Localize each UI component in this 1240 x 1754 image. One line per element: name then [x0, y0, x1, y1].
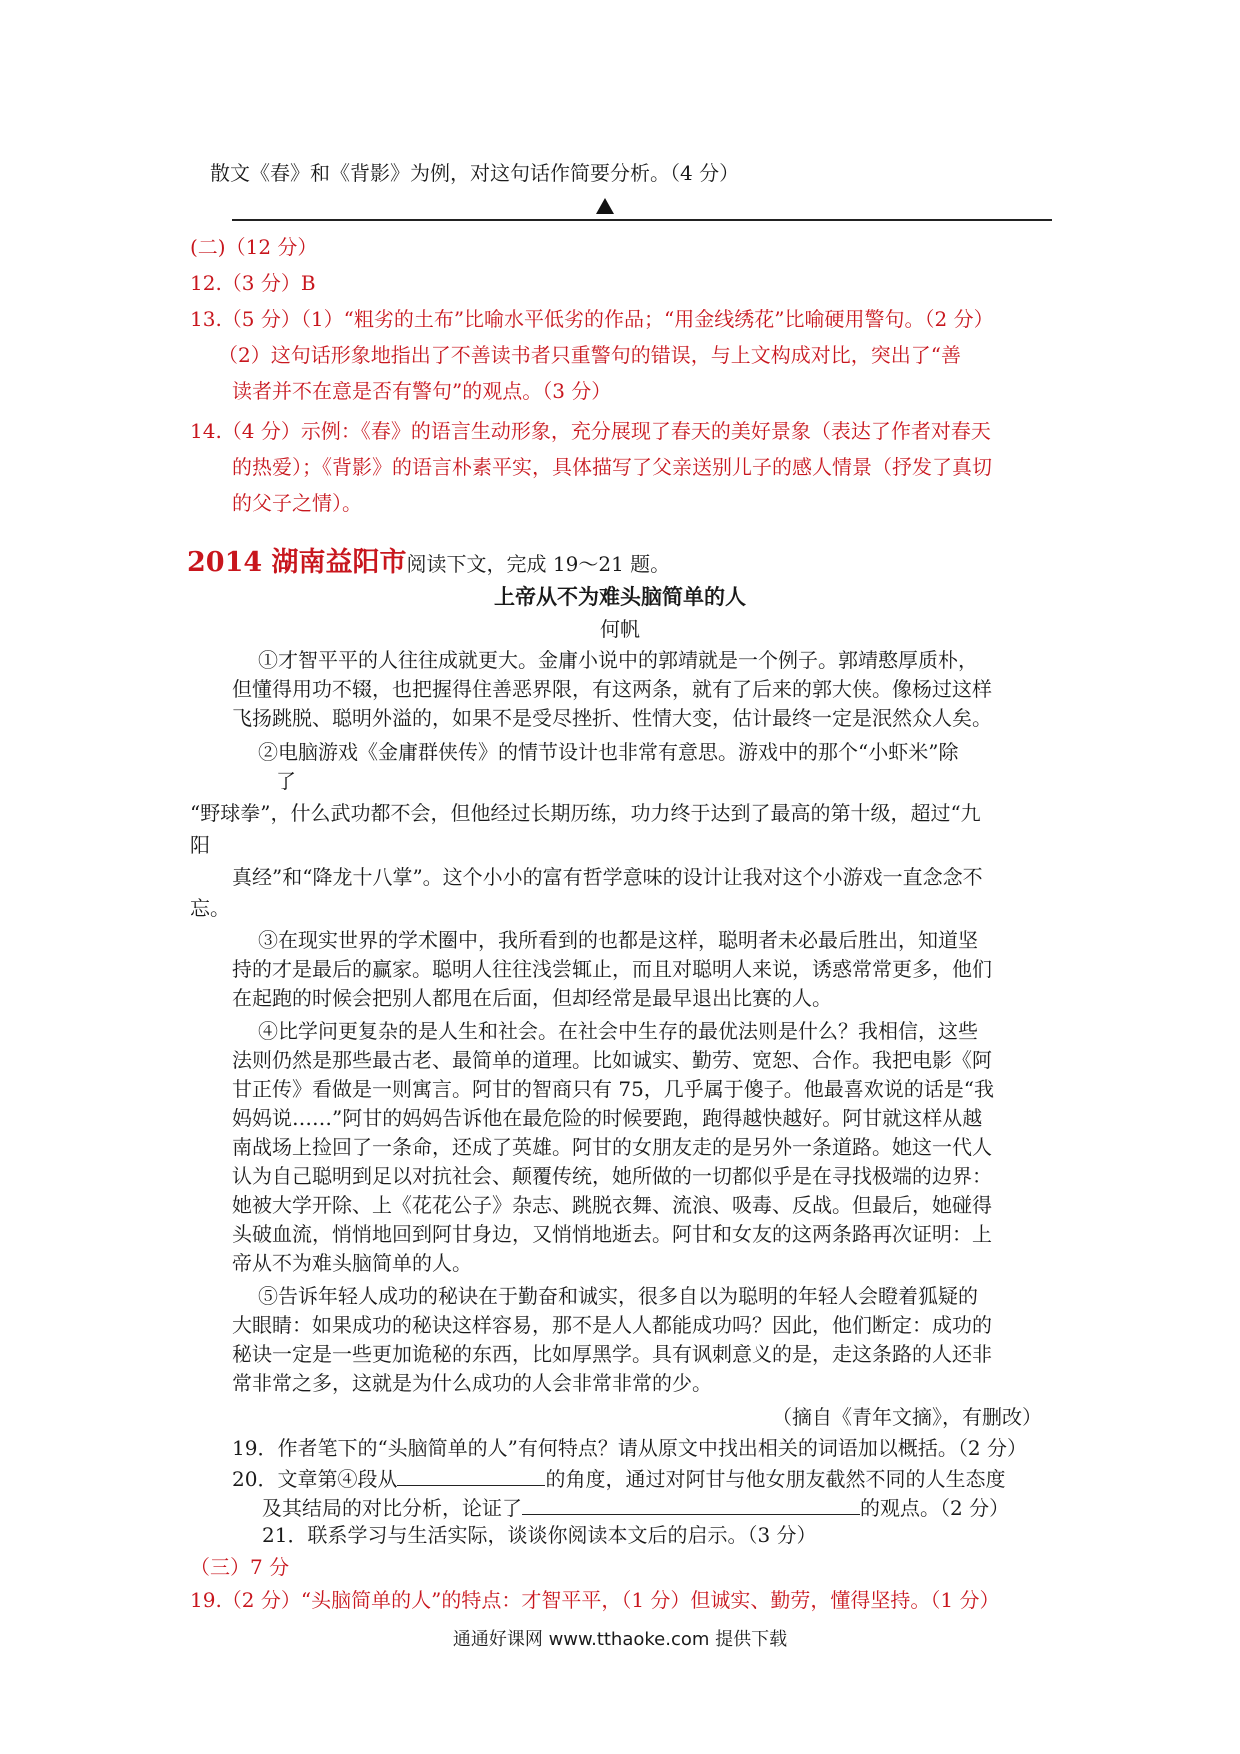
article-author: 何帆	[600, 617, 640, 641]
paragraph-4-line-6: 认为自己聪明到足以对抗社会、颠覆传统，她所做的一切都似乎是在寻找极端的边界：	[232, 1164, 992, 1188]
answer-13-line-3: 读者并不在意是否有警句”的观点。（3 分）	[232, 379, 612, 403]
answer-divider	[232, 219, 1052, 221]
answer-14-line-1: 14.（4 分）示例：《春》的语言生动形象，充分展现了春天的美好景象（表达了作者对春天	[190, 419, 991, 443]
triangle-marker-icon	[596, 198, 614, 214]
paragraph-4-line-8: 头破血流，悄悄地回到阿甘身边，又悄悄地逝去。阿甘和女友的这两条路再次证明：上	[232, 1222, 992, 1246]
question-19: 19．作者笔下的“头脑简单的人”有何特点？请从原文中找出相关的词语加以概括。（2 分）	[232, 1436, 1027, 1460]
article-citation: （摘自《青年文摘》，有删改）	[772, 1405, 1042, 1429]
paragraph-4-line-2: 法则仍然是那些最古老、最简单的道理。比如诚实、勤劳、宽恕、合作。我把电影《阿	[232, 1048, 992, 1072]
question-20-part-c: 及其结局的对比分析，论证了	[262, 1496, 522, 1520]
paragraph-4-line-5: 南战场上捡回了一条命，还成了英雄。阿甘的女朋友走的是另外一条道路。她这一代人	[232, 1135, 992, 1159]
question-20-part-d: 的观点。（2 分）	[860, 1496, 1010, 1520]
question-20-line-2	[262, 1492, 1009, 1522]
question-20-part-b: 的角度，通过对阿甘与他女朋友截然不同的人生态度	[545, 1467, 1006, 1491]
paragraph-2-line-6: 忘。	[190, 896, 230, 920]
exam-instruction: 阅读下文，完成 19～21 题。	[406, 552, 671, 576]
answer-section-3: （三）7 分	[190, 1555, 290, 1579]
question-21: 21．联系学习与生活实际，谈谈你阅读本文后的启示。（3 分）	[262, 1523, 817, 1547]
paragraph-4-line-4: 妈妈说……”阿甘的妈妈告诉他在最危险的时候要跑，跑得越快越好。阿甘就这样从越	[232, 1106, 983, 1130]
paragraph-4-line-7: 她被大学开除、上《花花公子》杂志、跳脱衣舞、流浪、吸毒、反战。但最后，她碰得	[232, 1193, 992, 1217]
question-20-line-1	[232, 1463, 1005, 1493]
paragraph-5-line-1: ⑤告诉年轻人成功的秘诀在于勤奋和诚实，很多自以为聪明的年轻人会瞪着狐疑的	[258, 1284, 978, 1308]
exam-source: 2014 湖南益阳市	[187, 547, 407, 578]
answer-13-line-2: （2）这句话形象地指出了不善读书者只重警句的错误，与上文构成对比，突出了“善	[218, 343, 961, 367]
paragraph-1-line-2: 但懂得用功不辍，也把握得住善恶界限，有这两条，就有了后来的郭大侠。像杨过这样	[232, 677, 992, 701]
paragraph-3-line-1: ③在现实世界的学术圈中，我所看到的也都是这样，聪明者未必最后胜出，知道坚	[258, 928, 978, 952]
paragraph-4-line-3: 甘正传》看做是一则寓言。阿甘的智商只有 75，几乎属于傻子。他最喜欢说的话是“我	[232, 1077, 995, 1101]
paragraph-5-line-2: 大眼睛：如果成功的秘诀这样容易，那不是人人都能成功吗？因此，他们断定：成功的	[232, 1313, 992, 1337]
paragraph-2-line-2: 了	[276, 769, 296, 793]
paragraph-4-line-9: 帝从不为难头脑简单的人。	[232, 1251, 472, 1275]
answer-19: 19.（2 分）“头脑简单的人”的特点：才智平平，（1 分）但诚实、勤劳，懂得坚持。（1 分）	[190, 1588, 1000, 1612]
paragraph-2-line-5: 真经”和“降龙十八掌”。这个小小的富有哲学意味的设计让我对这个小游戏一直念念不	[232, 865, 983, 889]
paragraph-2-line-1: ②电脑游戏《金庸群侠传》的情节设计也非常有意思。游戏中的那个“小虾米”除	[258, 740, 959, 764]
answer-13-line-1: 13.（5 分）（1）“粗劣的土布”比喻水平低劣的作品；“用金线绣花”比喻硬用警句。（2 分）	[190, 307, 994, 331]
paragraph-5-line-4: 常非常之多，这就是为什么成功的人会非常非常的少。	[232, 1371, 712, 1395]
answer-blank-1[interactable]	[397, 1463, 545, 1486]
paragraph-3-line-2: 持的才是最后的赢家。聪明人往往浅尝辄止，而且对聪明人来说，诱惑常常更多，他们	[232, 957, 992, 981]
paragraph-2-line-4: 阳	[190, 833, 210, 857]
answer-blank-2[interactable]	[522, 1492, 860, 1515]
paragraph-5-line-3: 秘诀一定是一些更加诡秘的东西，比如厚黑学。具有讽刺意义的是，走这条路的人还非	[232, 1342, 992, 1366]
exam-heading	[187, 549, 670, 578]
article-title: 上帝从不为难头脑简单的人	[494, 584, 746, 609]
answer-14-line-2: 的热爱）；《背影》的语言朴素平实，具体描写了父亲送别儿子的感人情景（抒发了真切	[232, 455, 992, 479]
question-20-part-a: 20．文章第④段从	[232, 1467, 398, 1491]
paragraph-3-line-3: 在起跑的时候会把别人都甩在后面，但却经常是最早退出比赛的人。	[232, 986, 832, 1010]
paragraph-2-line-3: “野球拳”，什么武功都不会，但他经过长期历练，功力终于达到了最高的第十级，超过“九	[190, 801, 981, 825]
paragraph-1-line-1: ①才智平平的人往往成就更大。金庸小说中的郭靖就是一个例子。郭靖憨厚质朴，	[258, 648, 978, 672]
page-footer: 通通好课网 www.tthaoke.com 提供下载	[452, 1629, 788, 1650]
paragraph-4-line-1: ④比学问更复杂的是人生和社会。在社会中生存的最优法则是什么？我相信，这些	[258, 1019, 978, 1043]
paragraph-1-line-3: 飞扬跳脱、聪明外溢的，如果不是受尽挫折、性情大变，估计最终一定是泯然众人矣。	[232, 706, 992, 730]
answer-section-2: (二)（12 分）	[190, 235, 318, 259]
answer-12: 12.（3 分）B	[190, 271, 316, 295]
header-text: 散文《春》和《背影》为例，对这句话作简要分析。（4 分）	[210, 161, 740, 185]
answer-14-line-3: 的父子之情）。	[232, 491, 362, 515]
